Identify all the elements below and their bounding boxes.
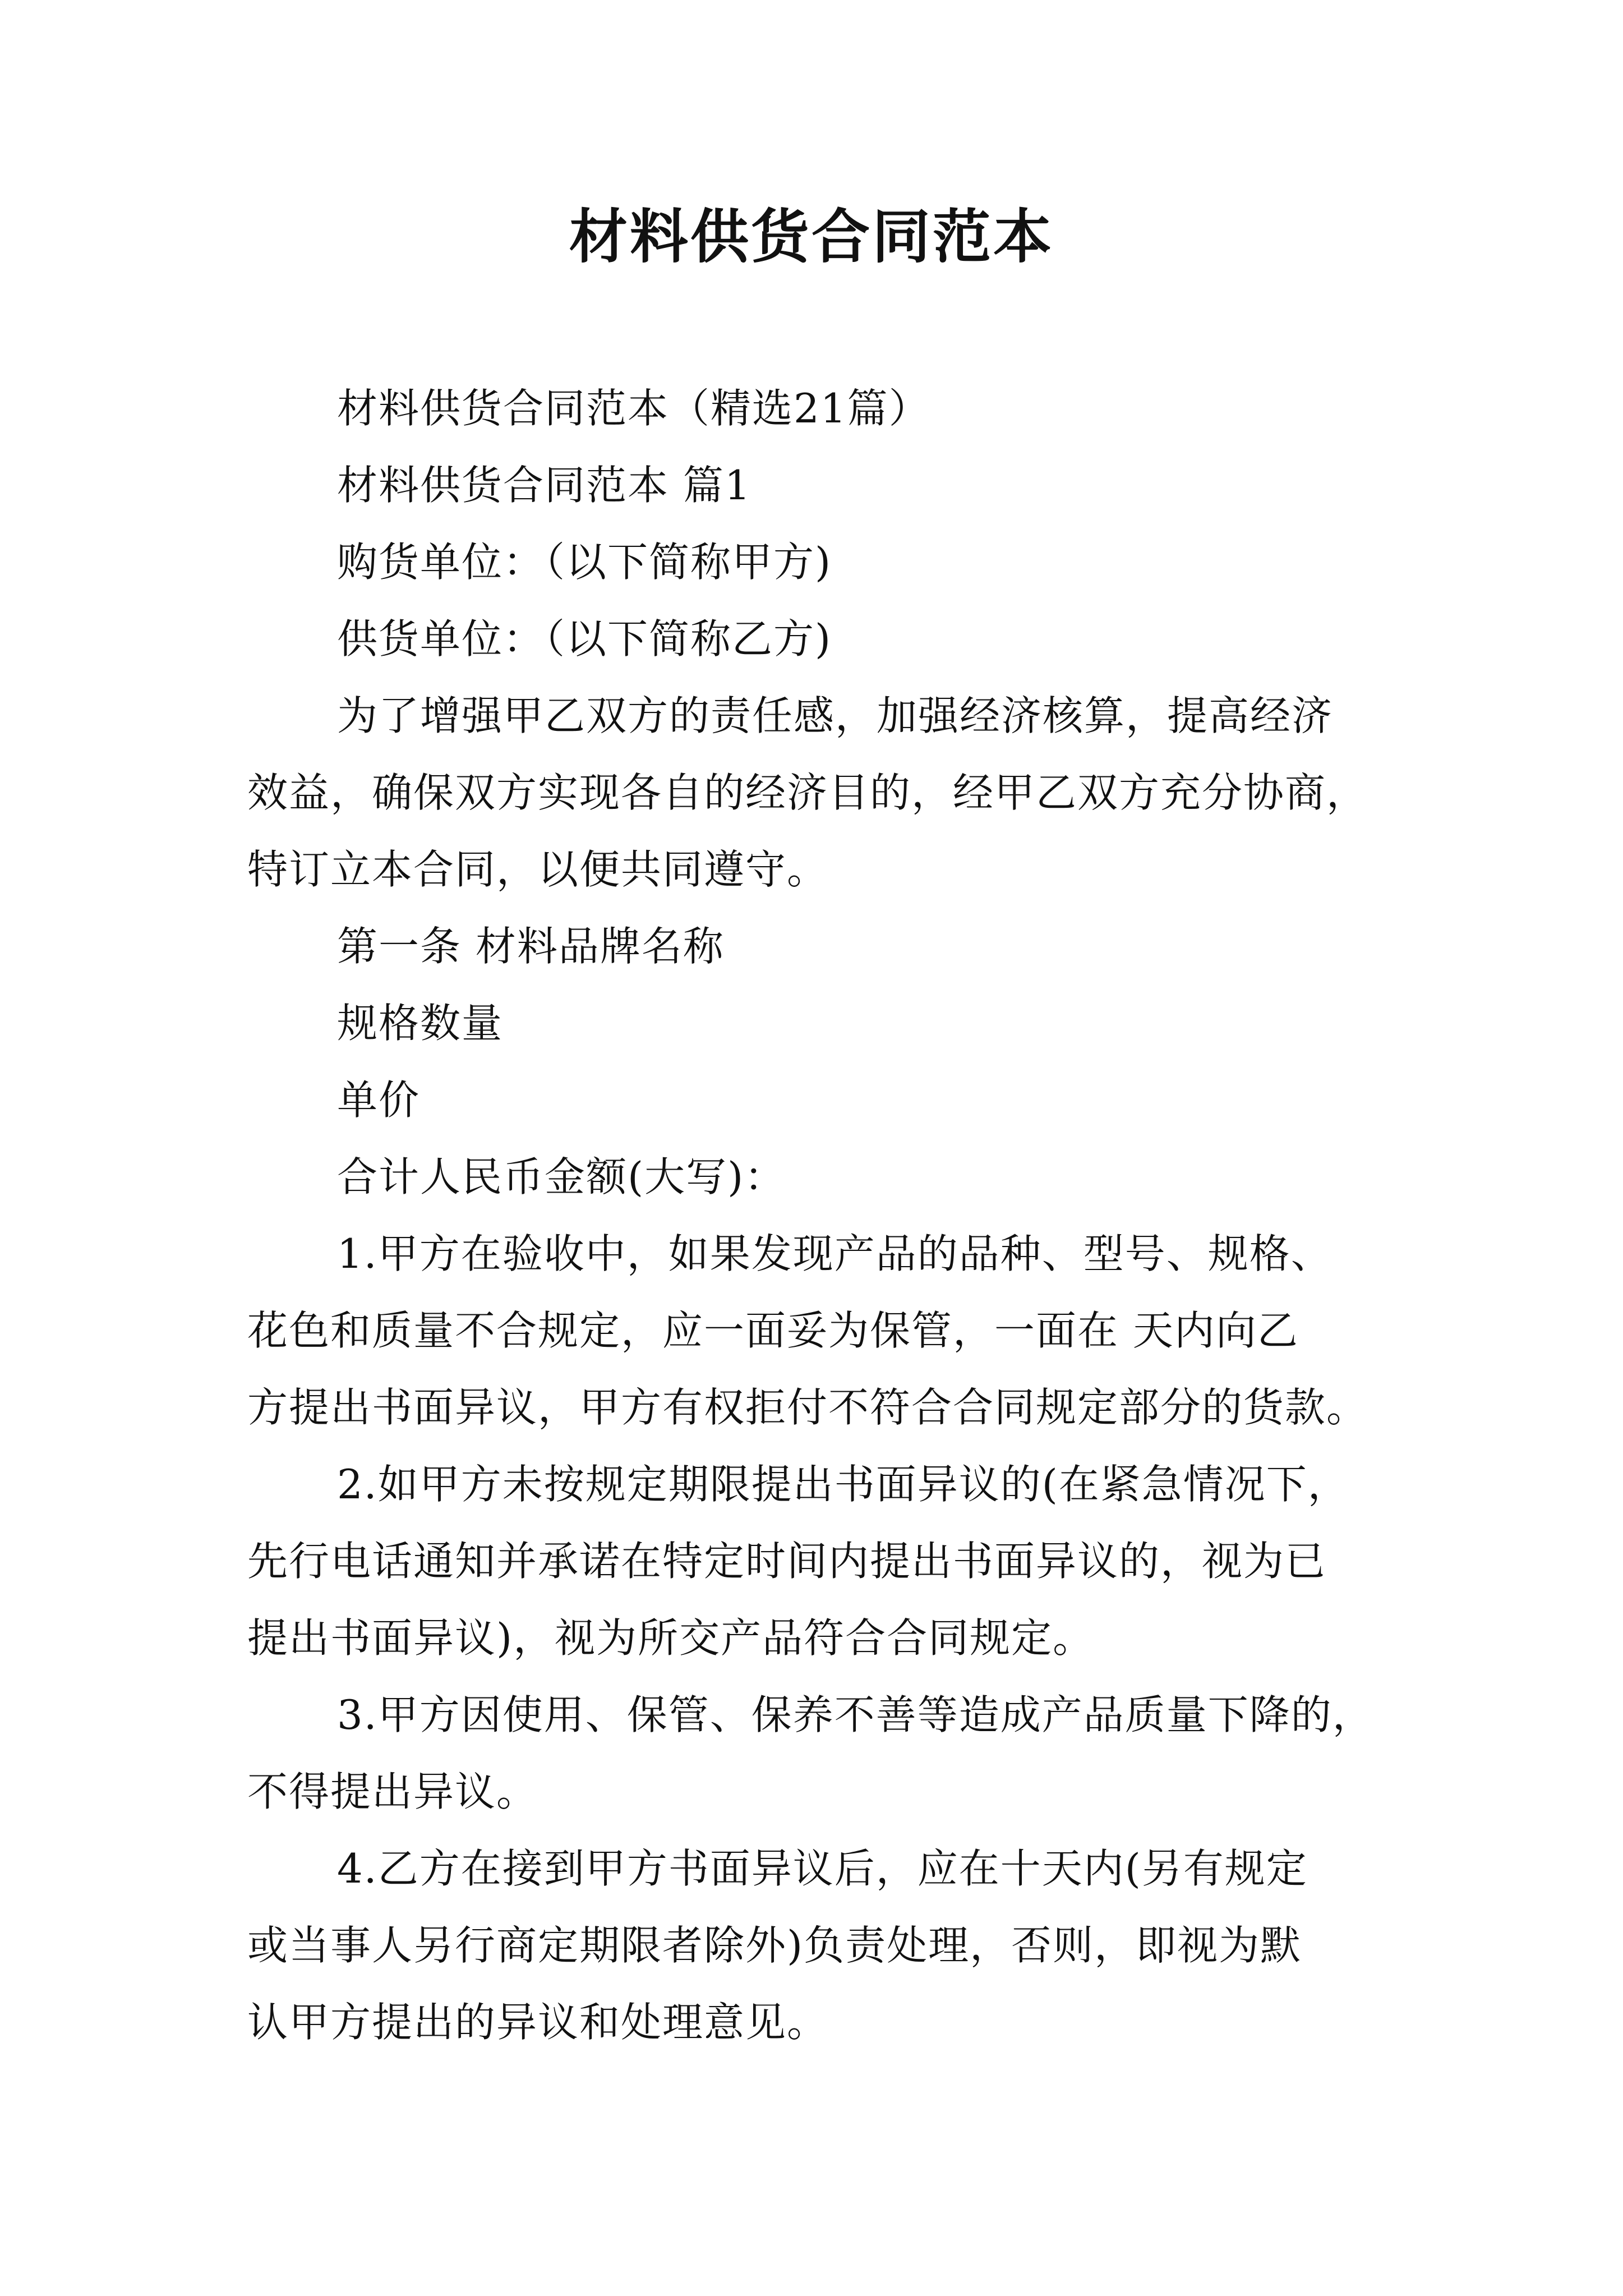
text-line: 材料供货合同范本（精选21篇） (337, 385, 930, 432)
text-line: 提出书面异议)，视为所交产品符合合同规定。 (247, 1614, 1095, 1662)
text-line: 1.甲方在验收中，如果发现产品的品种、型号、规格、 (337, 1230, 1332, 1277)
text-line: 为了增强甲乙双方的责任感，加强经济核算，提高经济 (337, 692, 1334, 739)
text-line: 2.如甲方未按规定期限提出书面异议的(在紧急情况下， (337, 1461, 1349, 1508)
text-line: 特订立本合同，以便共同遵守。 (247, 846, 829, 893)
text-line: 规格数量 (337, 1000, 504, 1047)
text-line: 单价 (337, 1076, 421, 1124)
text-line: 效益，确保双方实现各自的经济目的，经甲乙双方充分协商， (247, 769, 1368, 816)
text-line: 认甲方提出的异议和处理意见。 (247, 1999, 829, 2046)
text-line: 先行电话通知并承诺在特定时间内提出书面异议的，视为已 (247, 1538, 1327, 1585)
text-line: 材料供货合同范本 篇1 (337, 462, 751, 509)
text-line: 供货单位：（以下简称乙方) (337, 615, 832, 662)
text-line: 或当事人另行商定期限者除外)负责处理，否则，即视为默 (247, 1922, 1302, 1969)
text-line: 3.甲方因使用、保管、保养不善等造成产品质量下降的， (337, 1691, 1374, 1738)
text-line: 第一条 材料品牌名称 (337, 923, 725, 970)
text-line: 购货单位：（以下简称甲方) (337, 539, 832, 586)
page-title: 材料供货合同范本 (569, 202, 1054, 271)
text-line: 方提出书面异议，甲方有权拒付不符合合同规定部分的货款。 (247, 1384, 1368, 1431)
text-line: 4.乙方在接到甲方书面异议后，应在十天内(另有规定 (337, 1845, 1308, 1892)
text-line: 合计人民币金额(大写)： (337, 1153, 786, 1200)
text-line: 不得提出异议。 (247, 1768, 538, 1815)
document-body (247, 370, 1414, 2061)
text-line: 花色和质量不合规定，应一面妥为保管，一面在 天内向乙 (247, 1307, 1299, 1354)
